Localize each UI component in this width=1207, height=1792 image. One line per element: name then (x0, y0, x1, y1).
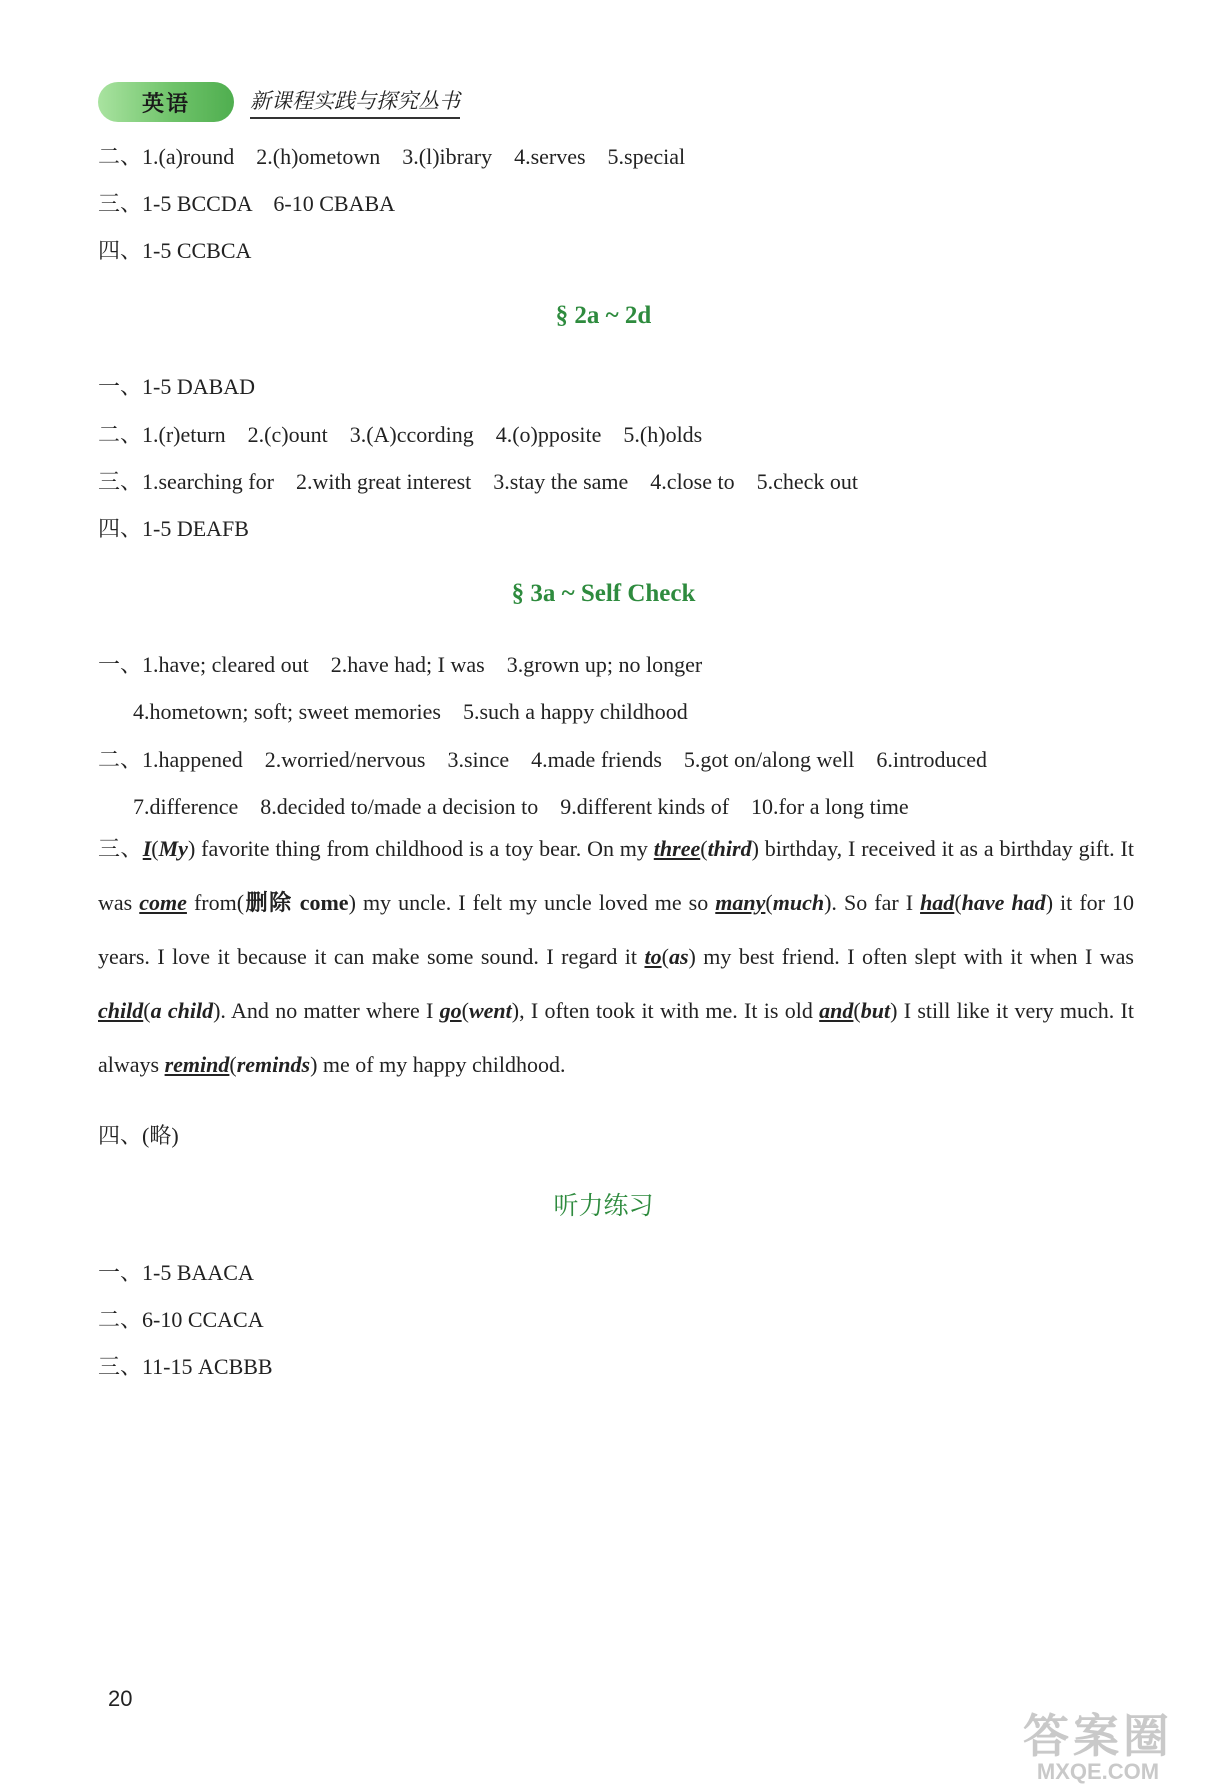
answer-line: 二、1.happened 2.worried/nervous 3.since 4.made friends 5.got on/along well 6.introduced (98, 747, 987, 772)
section-heading: 听力练习 (553, 1191, 654, 1220)
answer-line: 4.hometown; soft; sweet memories 5.such a happy childhood (133, 699, 688, 724)
page-header (98, 82, 460, 122)
watermark-text: 答案圈 (1023, 1710, 1173, 1762)
answer-line: 二、6-10 CCACA (98, 1307, 264, 1332)
answer-line: 7.difference 8.decided to/made a decision to 9.different kinds of 10.for a long time (133, 794, 909, 819)
answer-line: 一、1-5 BAACA (98, 1260, 254, 1285)
answer-line: 二、1.(a)round 2.(h)ometown 3.(l)ibrary 4.serves 5.special (98, 144, 686, 169)
answer-line: 三、1.searching for 2.with great interest 3.stay the same 4.close to 5.check out (98, 469, 859, 494)
subject-badge: 英语 (98, 82, 234, 122)
answer-line: 三、11-15 ACBBB (98, 1354, 273, 1379)
watermark-logo (1003, 1712, 1193, 1787)
page-number: 20 (108, 1686, 133, 1711)
answer-line: 二、1.(r)eturn 2.(c)ount 3.(A)ccording 4.(o)pposite 5.(h)olds (98, 422, 703, 447)
answer-line: 四、(略) (98, 1123, 179, 1148)
answer-line: 四、1-5 CCBCA (98, 238, 252, 263)
answer-line: 四、1-5 DEAFB (98, 516, 249, 541)
watermark-url: MXQE.COM (1036, 1759, 1160, 1784)
section-heading: § 3a ~ Self Check (511, 580, 696, 607)
answer-line: 三、1-5 BCCDA 6-10 CBABA (98, 191, 396, 216)
series-title: 新课程实践与探究丛书 (250, 85, 460, 119)
answer-line: 一、1-5 DABAD (98, 374, 256, 399)
section-heading: § 2a ~ 2d (555, 302, 652, 329)
answer-line: 一、1.have; cleared out 2.have had; I was 3.grown up; no longer (98, 652, 703, 677)
error-correction-passage: 三、I(My) favorite thing from childhood is a toy bear. On my three(third) birthday, I received it as a birthday gift. It was come from(删除 come) my uncle. I felt my uncle loved me so many(much). So far I had(have had) it for 10 years. I love it because it can make some sound. I regard it to(as) my best friend. I often slept with it when I was child(a child). And no matter where I go(went), I often took it with me. It is old and(but) I still like it very much. It always remind(reminds) me of my happy childhood. (98, 836, 1135, 1077)
